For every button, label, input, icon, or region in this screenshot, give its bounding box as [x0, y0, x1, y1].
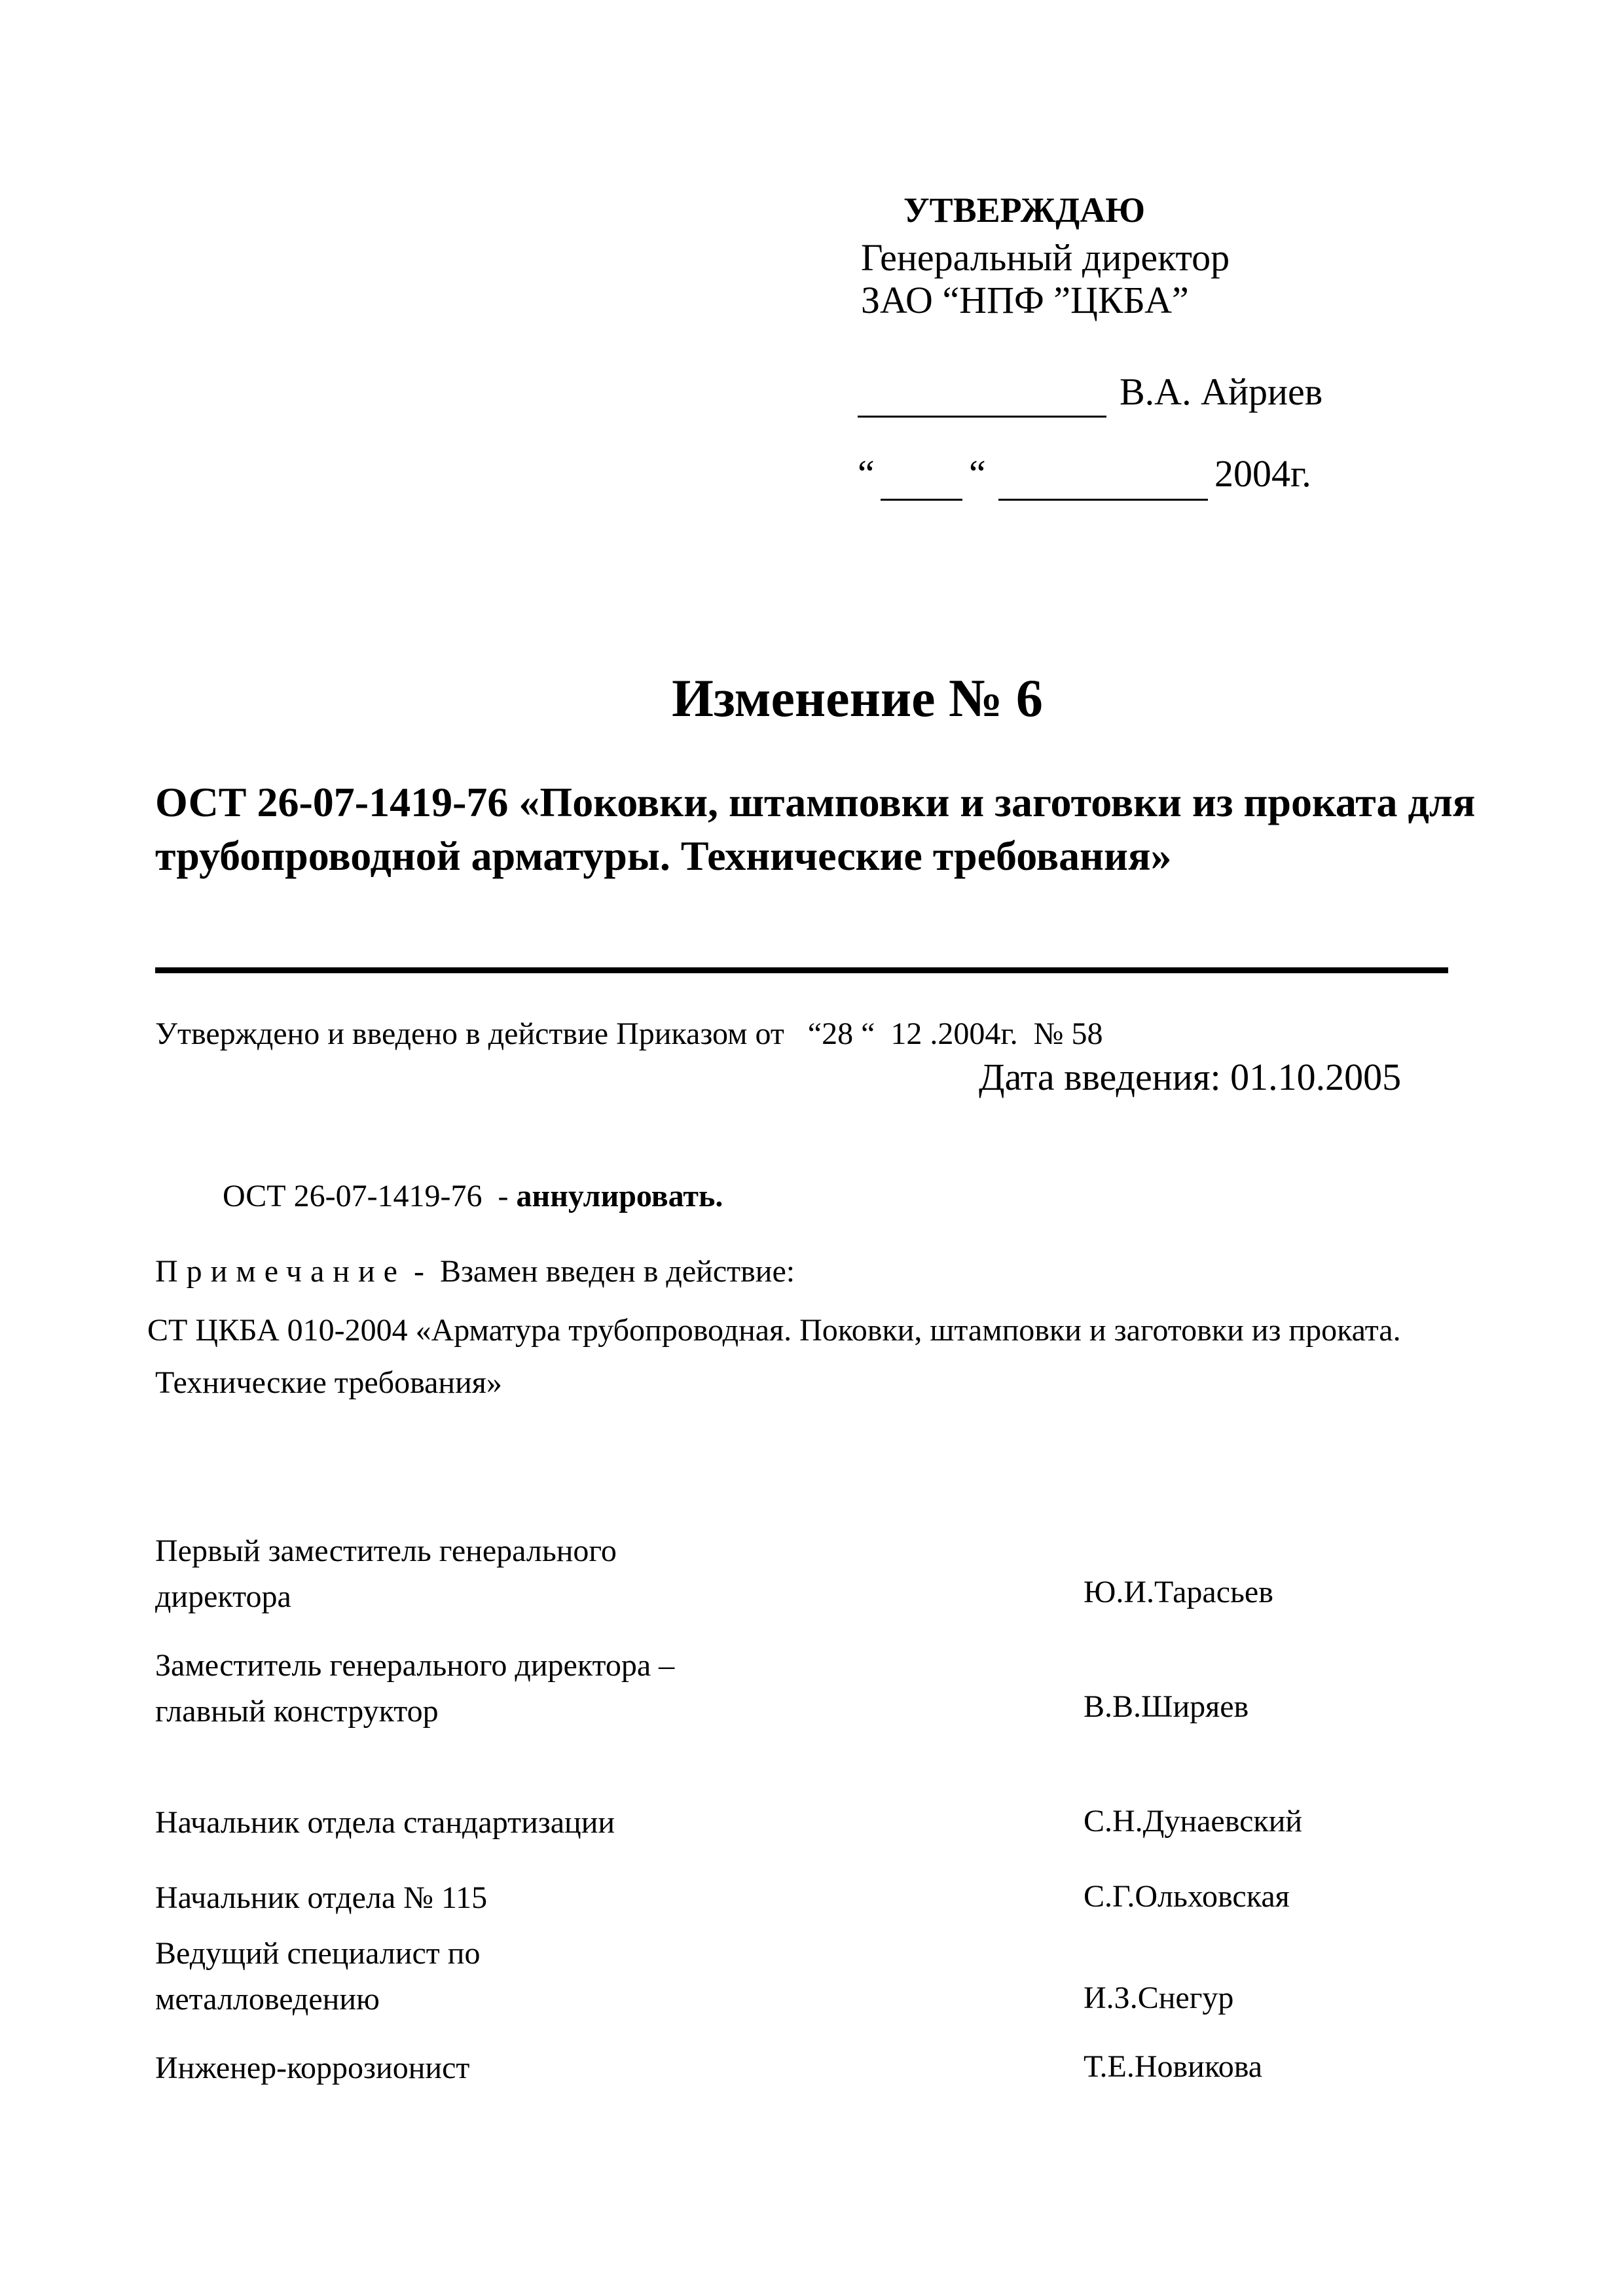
- signatory-name: Т.Е.Новикова: [1084, 2049, 1263, 2084]
- approver-position: Генеральный директор: [861, 236, 1230, 279]
- signatory-name: С.Г.Ольховская: [1084, 1879, 1290, 1914]
- date-open-quote: “: [858, 452, 875, 495]
- standard-title: ОСТ 26-07-1419-76 «Поковки, штамповки и заготовки из проката для трубопроводной арматуры. Технические требования»: [155, 779, 1476, 879]
- approval-heading: УТВЕРЖДАЮ: [903, 190, 1146, 230]
- signatory-position: Инженер-коррозионист: [155, 2051, 470, 2085]
- introduction-date: Дата введения: 01.10.2005: [979, 1056, 1402, 1098]
- approver-name: В.А. Айриев: [1120, 370, 1323, 413]
- signatory-position: Начальник отдела № 115: [155, 1880, 488, 1915]
- signatory-name: Ю.И.Тарасьев: [1084, 1575, 1273, 1609]
- cancel-line: [223, 1178, 723, 1214]
- note-line: [155, 1253, 795, 1289]
- replacement-standard-line1: СТ ЦКБА 010-2004 «Арматура трубопроводная. Поковки, штамповки и заготовки из проката.: [147, 1313, 1401, 1348]
- cancel-action: аннулировать.: [516, 1179, 723, 1213]
- month-blank-line: [998, 499, 1208, 501]
- day-blank-line: [881, 499, 962, 501]
- signatory-name: В.В.Ширяев: [1084, 1689, 1249, 1724]
- cancel-standard: ОСТ 26-07-1419-76 -: [223, 1179, 517, 1213]
- approval-year: 2004г.: [1214, 452, 1311, 495]
- order-text: Утверждено и введено в действие Приказом от “28 “ 12 .2004г. № 58: [155, 1016, 1103, 1051]
- change-title: Изменение № 6: [672, 668, 1043, 728]
- signatory-position: Заместитель генерального директора – главный конструктор: [155, 1648, 675, 1729]
- title-rule: [155, 967, 1448, 973]
- signature-line: [858, 416, 1106, 418]
- note-text: - Взамен введен в действие:: [405, 1254, 795, 1289]
- approver-organization: ЗАО “НПФ ”ЦКБА”: [861, 279, 1189, 321]
- signatory-name: С.Н.Дунаевский: [1084, 1804, 1303, 1839]
- replacement-standard-line2: Технические требования»: [155, 1365, 502, 1400]
- signatory-position: Ведущий специалист по металловедению: [155, 1936, 481, 2017]
- date-close-quote: “: [969, 452, 986, 495]
- signatory-position: Первый заместитель генерального директора: [155, 1534, 617, 1614]
- signatory-position: Начальник отдела стандартизации: [155, 1805, 615, 1840]
- note-label: Примечание: [155, 1254, 406, 1289]
- signatory-name: И.З.Снегур: [1084, 1981, 1234, 2015]
